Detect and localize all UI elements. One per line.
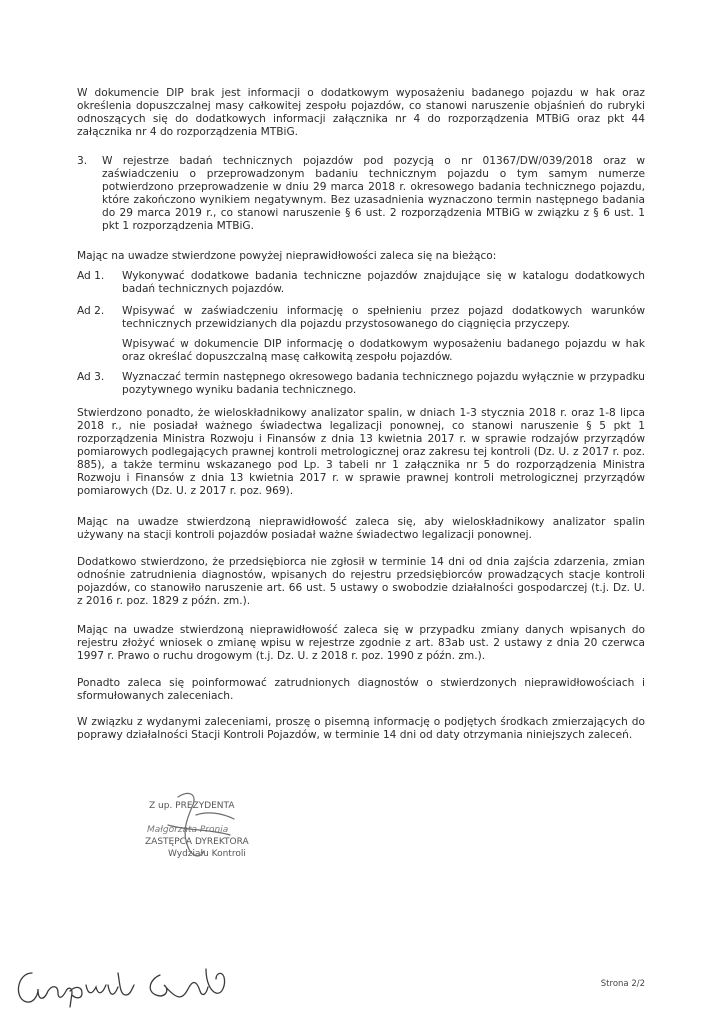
paragraph-additionally: Dodatkowo stwierdzono, że przedsiębiorca nie zgłosił w terminie 14 dni od dnia zajścia zdarzenia, zmian odnośnie zatrudnienia diagnostów, wpisanych do rejestru przedsiębiorców prowadzących stacje kontroli pojazdów, co stanowiło naruszenie art. 66 ust. 5 ustawy o swobodzie działalności gospodarczej (t.j. Dz. U. z 2016 r. poz. 1829 z późn. zm.). — [77, 556, 645, 607]
paragraph-dip: W dokumencie DIP brak jest informacji o dodatkowym wyposażeniu badanego pojazdu w hak oraz określenia dopuszczalnej masy całkowitej zespołu pojazdów, co stanowi naruszenie objaśnień do rubryki odnoszących się do dodatkowych informacji załącznika nr 4 do rozporządzenia MTBiG oraz pkt 44 załącznika nr 4 do rozporządzenia MTBiG. — [77, 87, 645, 138]
stamp-line-authorization: Z up. PREZYDENTA — [149, 801, 235, 811]
stamp-line-title: ZASTĘPCA DYREKTORA — [145, 837, 249, 847]
handwritten-signature-icon — [10, 955, 240, 1015]
paragraph-recommend-analyzer: Mając na uwadze stwierdzoną nieprawidłowość zaleca się, aby wieloskładnikowy analizator spalin używany na stacji kontroli pojazdów posiadał ważne świadectwo legalizacji ponownej. — [77, 516, 645, 541]
stamp-signature-icon — [138, 785, 268, 865]
ad-3-text: Wyznaczać termin następnego okresowego badania technicznego pojazdu wyłącznie w przypadku pozytywnego wyniku badania technicznego. — [122, 371, 645, 396]
stamp-line-department: Wydziału Kontroli — [168, 849, 246, 859]
page-number: Strona 2/2 — [600, 979, 645, 989]
recommendations-intro: Mając na uwadze stwierdzone powyżej nieprawidłowości zaleca się na bieżąco: — [77, 250, 497, 262]
item-3-text: W rejestrze badań technicznych pojazdów pod pozycją o nr 01367/DW/039/2018 oraz w zaświadczeniu o przeprowadzonym badaniu technicznym pojazdu o tym samym numerze potwierdzono przeprowadzenie w dniu 29 marca 2018 r. okresowego badania technicznego pojazdu, które zakończono wynikiem negatywnym. Bez uzasadnienia wyznaczono termin następnego badania do 29 marca 2019 r., co stanowi naruszenie § 6 ust. 2 rozporządzenia MTBiG w związku z § 6 ust. 1 pkt 1 rozporządzenia MTBiG. — [102, 155, 645, 232]
ad-2-text: Wpisywać w zaświadczeniu informację o spełnieniu przez pojazd dodatkowych warunków technicznych przewidzianych dla pojazdu przystosowanego do ciągnięcia przyczepy. — [122, 305, 645, 330]
ad-1-text: Wykonywać dodatkowe badania techniczne pojazdów znajdujące się w katalogu dodatkowych badań technicznych pojazdów. — [122, 270, 645, 295]
paragraph-register-change: Mając na uwadze stwierdzoną nieprawidłowość zaleca się w przypadku zmiany danych wpisanych do rejestru złożyć wniosek o zmianę wpisu w rejestrze zgodnie z art. 83ab ust. 2 ustawy z dnia 20 czerwca 1997 r. Prawo o ruchu drogowym (t.j. Dz. U. z 2018 r. poz. 1990 z późn. zm.). — [77, 624, 645, 662]
paragraph-closing: W związku z wydanymi zaleceniami, proszę o pisemną informację o podjętych środkach zmierzających do poprawy działalności Stacji Kontroli Pojazdów, w terminie 14 dni od daty otrzymania niniejszych zaleceń. — [77, 716, 645, 741]
item-3-number: 3. — [77, 155, 88, 167]
ad-1-label: Ad 1. — [77, 270, 105, 282]
ad-3-label: Ad 3. — [77, 371, 105, 383]
ad-2-text-second: Wpisywać w dokumencie DIP informację o dodatkowym wyposażeniu badanego pojazdu w hak oraz określać dopuszczalną masę całkowitą zespołu pojazdów. — [122, 338, 645, 363]
ad-2-label: Ad 2. — [77, 305, 105, 317]
stamp-line-name: Małgorzata Pronia — [147, 825, 229, 835]
paragraph-analyzer: Stwierdzono ponadto, że wieloskładnikowy analizator spalin, w dniach 1-3 stycznia 2018 r. oraz 1-8 lipca 2018 r., nie posiadał ważnego świadectwa legalizacji ponownej, co stanowi naruszenie § 5 pkt 1 rozporządzenia Ministra Rozwoju i Finansów z dnia 13 kwietnia 2017 r. w sprawie rodzajów przyrządów pomiarowych podlegających prawnej kontroli metrologicznej oraz zakresu tej kontroli (Dz. U. z 2017 r. poz. 885), a także terminu wskazanego pod Lp. 3 tabeli nr 1 załącznika nr 5 do rozporządzenia Ministra Rozwoju i Finansów z dnia 13 kwietnia 2017 r. w sprawie prawnej kontroli metrologicznej przyrządów pomiarowych (Dz. U. z 2017 r. poz. 969). — [77, 407, 645, 497]
paragraph-inform-diagnosticians: Ponadto zaleca się poinformować zatrudnionych diagnostów o stwierdzonych nieprawidłowościach i sformułowanych zaleceniach. — [77, 677, 645, 702]
